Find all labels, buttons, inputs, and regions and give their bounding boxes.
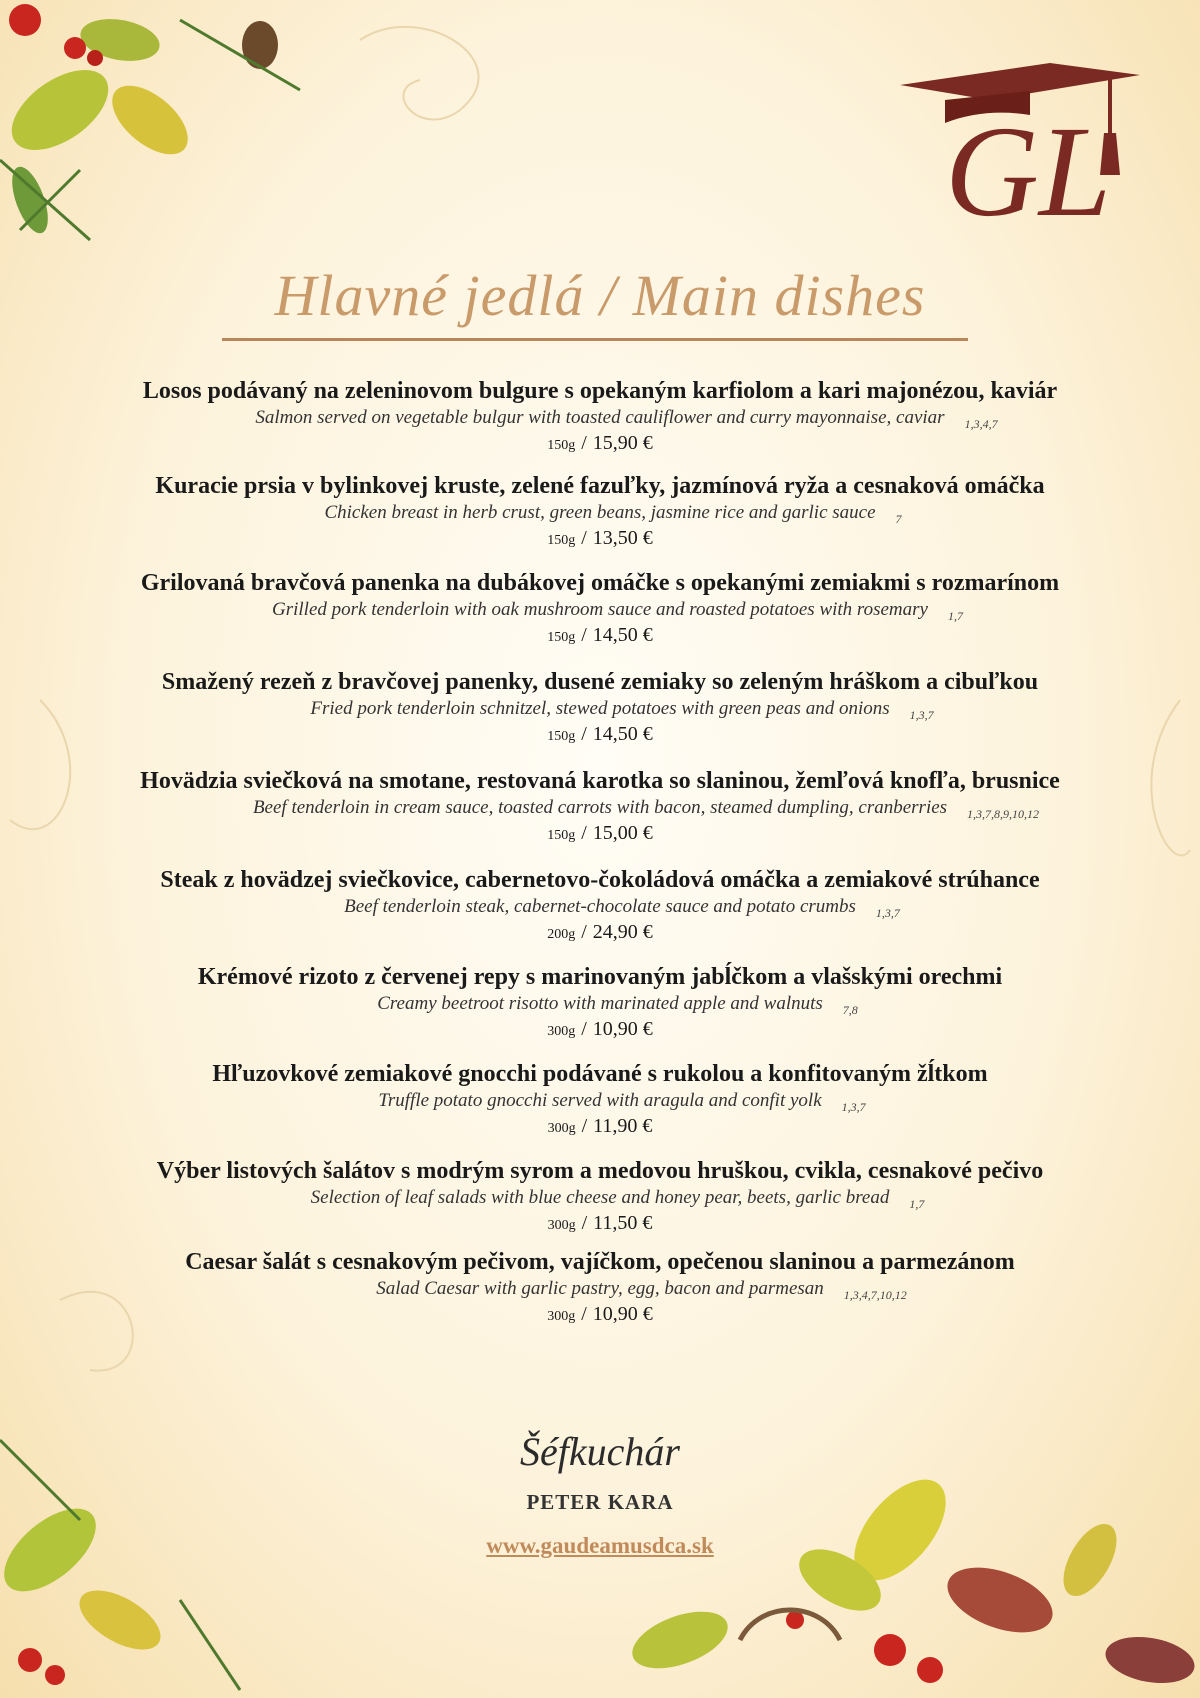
dish-price: 14,50 € bbox=[592, 624, 653, 646]
allergen-codes: 1,7 bbox=[909, 1197, 925, 1211]
dish-description-en: Beef tenderloin steak, cabernet-chocolate sauce and potato crumbs bbox=[344, 896, 856, 917]
allergen-codes: 1,3,7 bbox=[841, 1100, 866, 1114]
dish-description-en: Salmon served on vegetable bulgur with toasted cauliflower and curry mayonnaise, caviar bbox=[255, 407, 945, 428]
dish-weight: 150g bbox=[547, 828, 576, 843]
dish-price: 10,90 € bbox=[592, 1018, 653, 1040]
dish-price-line bbox=[40, 1016, 1160, 1045]
dish-description-en: Salad Caesar with garlic pastry, egg, bacon and parmesan bbox=[376, 1278, 824, 1299]
dish-weight: 300g bbox=[547, 1024, 576, 1039]
allergen-codes: 1,3,7 bbox=[875, 906, 900, 920]
page-title: Hlavné jedlá / Main dishes bbox=[274, 263, 926, 328]
price-separator: / bbox=[581, 527, 587, 549]
dish-item bbox=[40, 376, 1160, 459]
dish-weight: 150g bbox=[547, 630, 576, 645]
price-separator: / bbox=[581, 1115, 588, 1137]
chef-title: Šéfkuchár bbox=[520, 1429, 680, 1474]
dish-price: 11,90 € bbox=[593, 1115, 653, 1137]
allergen-codes: 7 bbox=[895, 512, 902, 526]
dish-description-en: Selection of leaf salads with blue cheese and honey pear, beets, garlic bread bbox=[310, 1187, 890, 1208]
allergen-codes: 1,3,7 bbox=[909, 708, 934, 722]
dish-price-line bbox=[40, 1113, 1160, 1142]
allergen-codes: 7,8 bbox=[842, 1003, 858, 1017]
price-separator: / bbox=[581, 432, 587, 454]
allergen-codes: 1,3,7,8,9,10,12 bbox=[967, 807, 1040, 821]
dish-price-line bbox=[40, 525, 1160, 554]
dish-description-en: Creamy beetroot risotto with marinated apple and walnuts bbox=[377, 993, 823, 1014]
dish-name-en bbox=[377, 992, 858, 1017]
dish-name-sk: Losos podávaný na zeleninovom bulgure s opekaným karfiolom a kari majonézou, kaviár bbox=[142, 378, 1058, 404]
dish-item bbox=[40, 667, 1160, 750]
dish-item bbox=[40, 1059, 1160, 1142]
dish-item bbox=[40, 1156, 1160, 1239]
dish-item bbox=[40, 471, 1160, 554]
dish-name-en bbox=[272, 598, 963, 623]
dish-price-line bbox=[40, 1301, 1160, 1330]
dish-price: 10,90 € bbox=[592, 1303, 653, 1325]
allergen-codes: 1,3,4,7,10,12 bbox=[843, 1288, 907, 1302]
dish-item bbox=[40, 962, 1160, 1045]
dish-name-en bbox=[310, 697, 934, 722]
dish-weight: 200g bbox=[547, 927, 576, 942]
dish-name-sk: Smažený rezeň z bravčovej panenky, dusené zemiaky so zeleným hráškom a cibuľkou bbox=[161, 669, 1039, 695]
dish-description-en: Chicken breast in herb crust, green beans, jasmine rice and garlic sauce bbox=[324, 502, 876, 523]
dish-name-sk: Výber listových šalátov s modrým syrom a medovou hruškou, cvikla, cesnakové pečivo bbox=[156, 1158, 1044, 1184]
dish-name-sk: Grilovaná bravčová panenka na dubákovej omáčke s opekanými zemiakmi s rozmarínom bbox=[140, 570, 1060, 596]
dish-item bbox=[40, 766, 1160, 849]
price-separator: / bbox=[581, 624, 587, 646]
dish-name-en bbox=[252, 796, 1040, 821]
dish-name-sk: Kuracie prsia v bylinkovej kruste, zelené fazuľky, jazmínová ryža a cesnaková omáčka bbox=[155, 473, 1045, 499]
price-separator: / bbox=[581, 822, 587, 844]
dish-name-en bbox=[378, 1089, 866, 1114]
price-separator: / bbox=[581, 921, 587, 943]
dish-name-en bbox=[344, 895, 900, 920]
dish-description-en: Beef tenderloin in cream sauce, toasted carrots with bacon, steamed dumpling, cranberries bbox=[252, 797, 948, 818]
dish-name-en bbox=[310, 1186, 925, 1211]
graduation-cap-monogram-logo bbox=[870, 55, 1150, 245]
dish-description-en: Truffle potato gnocchi served with aragula and confit yolk bbox=[378, 1090, 822, 1111]
dish-list bbox=[40, 376, 1160, 1330]
dish-price-line bbox=[40, 721, 1160, 750]
dish-weight: 150g bbox=[547, 729, 576, 744]
title-underline bbox=[222, 338, 968, 341]
allergen-codes: 1,3,4,7 bbox=[964, 417, 998, 431]
dish-weight: 300g bbox=[547, 1218, 576, 1233]
dish-description-en: Grilled pork tenderloin with oak mushroom sauce and roasted potatoes with rosemary bbox=[272, 599, 928, 620]
dish-name-en bbox=[255, 406, 998, 431]
dish-weight: 300g bbox=[547, 1121, 576, 1136]
dish-name-en bbox=[376, 1277, 907, 1302]
top-left-foliage bbox=[0, 4, 300, 240]
dish-price: 15,90 € bbox=[592, 432, 653, 454]
dish-name-en bbox=[324, 501, 902, 526]
dish-item bbox=[40, 1247, 1160, 1330]
dish-price: 14,50 € bbox=[592, 723, 653, 745]
dish-weight: 150g bbox=[547, 438, 576, 453]
dish-item bbox=[40, 568, 1160, 651]
allergen-codes: 1,7 bbox=[947, 609, 963, 623]
dish-weight: 150g bbox=[547, 533, 576, 548]
website-link[interactable]: www.gaudeamusdca.sk bbox=[486, 1533, 714, 1558]
chef-name: PETER KARA bbox=[526, 1490, 674, 1514]
price-separator: / bbox=[581, 1212, 588, 1234]
bottom-left-foliage bbox=[0, 1440, 240, 1690]
dish-description-en: Fried pork tenderloin schnitzel, stewed potatoes with green peas and onions bbox=[310, 698, 890, 719]
dish-price: 11,50 € bbox=[593, 1212, 653, 1234]
dish-price-line bbox=[40, 919, 1160, 948]
dish-price-line bbox=[40, 622, 1160, 651]
dish-name-sk: Hľuzovkové zemiakové gnocchi podávané s rukolou a konfitovaným žĺtkom bbox=[212, 1061, 988, 1087]
dish-price: 15,00 € bbox=[592, 822, 653, 844]
dish-item bbox=[40, 865, 1160, 948]
dish-name-sk: Steak z hovädzej sviečkovice, cabernetovo-čokoládová omáčka a zemiakové strúhance bbox=[160, 867, 1040, 893]
dish-name-sk: Caesar šalát s cesnakovým pečivom, vajíčkom, opečenou slaninou a parmezánom bbox=[185, 1249, 1015, 1275]
price-separator: / bbox=[581, 723, 587, 745]
logo-letters: GL bbox=[945, 100, 1112, 244]
dish-weight: 300g bbox=[547, 1309, 576, 1324]
dish-price: 13,50 € bbox=[592, 527, 653, 549]
price-separator: / bbox=[581, 1018, 587, 1040]
dish-name-sk: Hovädzia sviečková na smotane, restovaná karotka so slaninou, žemľová knofľa, brusnice bbox=[140, 768, 1060, 794]
dish-price-line bbox=[40, 1210, 1160, 1239]
dish-name-sk: Krémové rizoto z červenej repy s marinovaným jabĺčkom a vlašskými orechmi bbox=[197, 964, 1003, 990]
price-separator: / bbox=[581, 1303, 587, 1325]
dish-price: 24,90 € bbox=[592, 921, 653, 943]
